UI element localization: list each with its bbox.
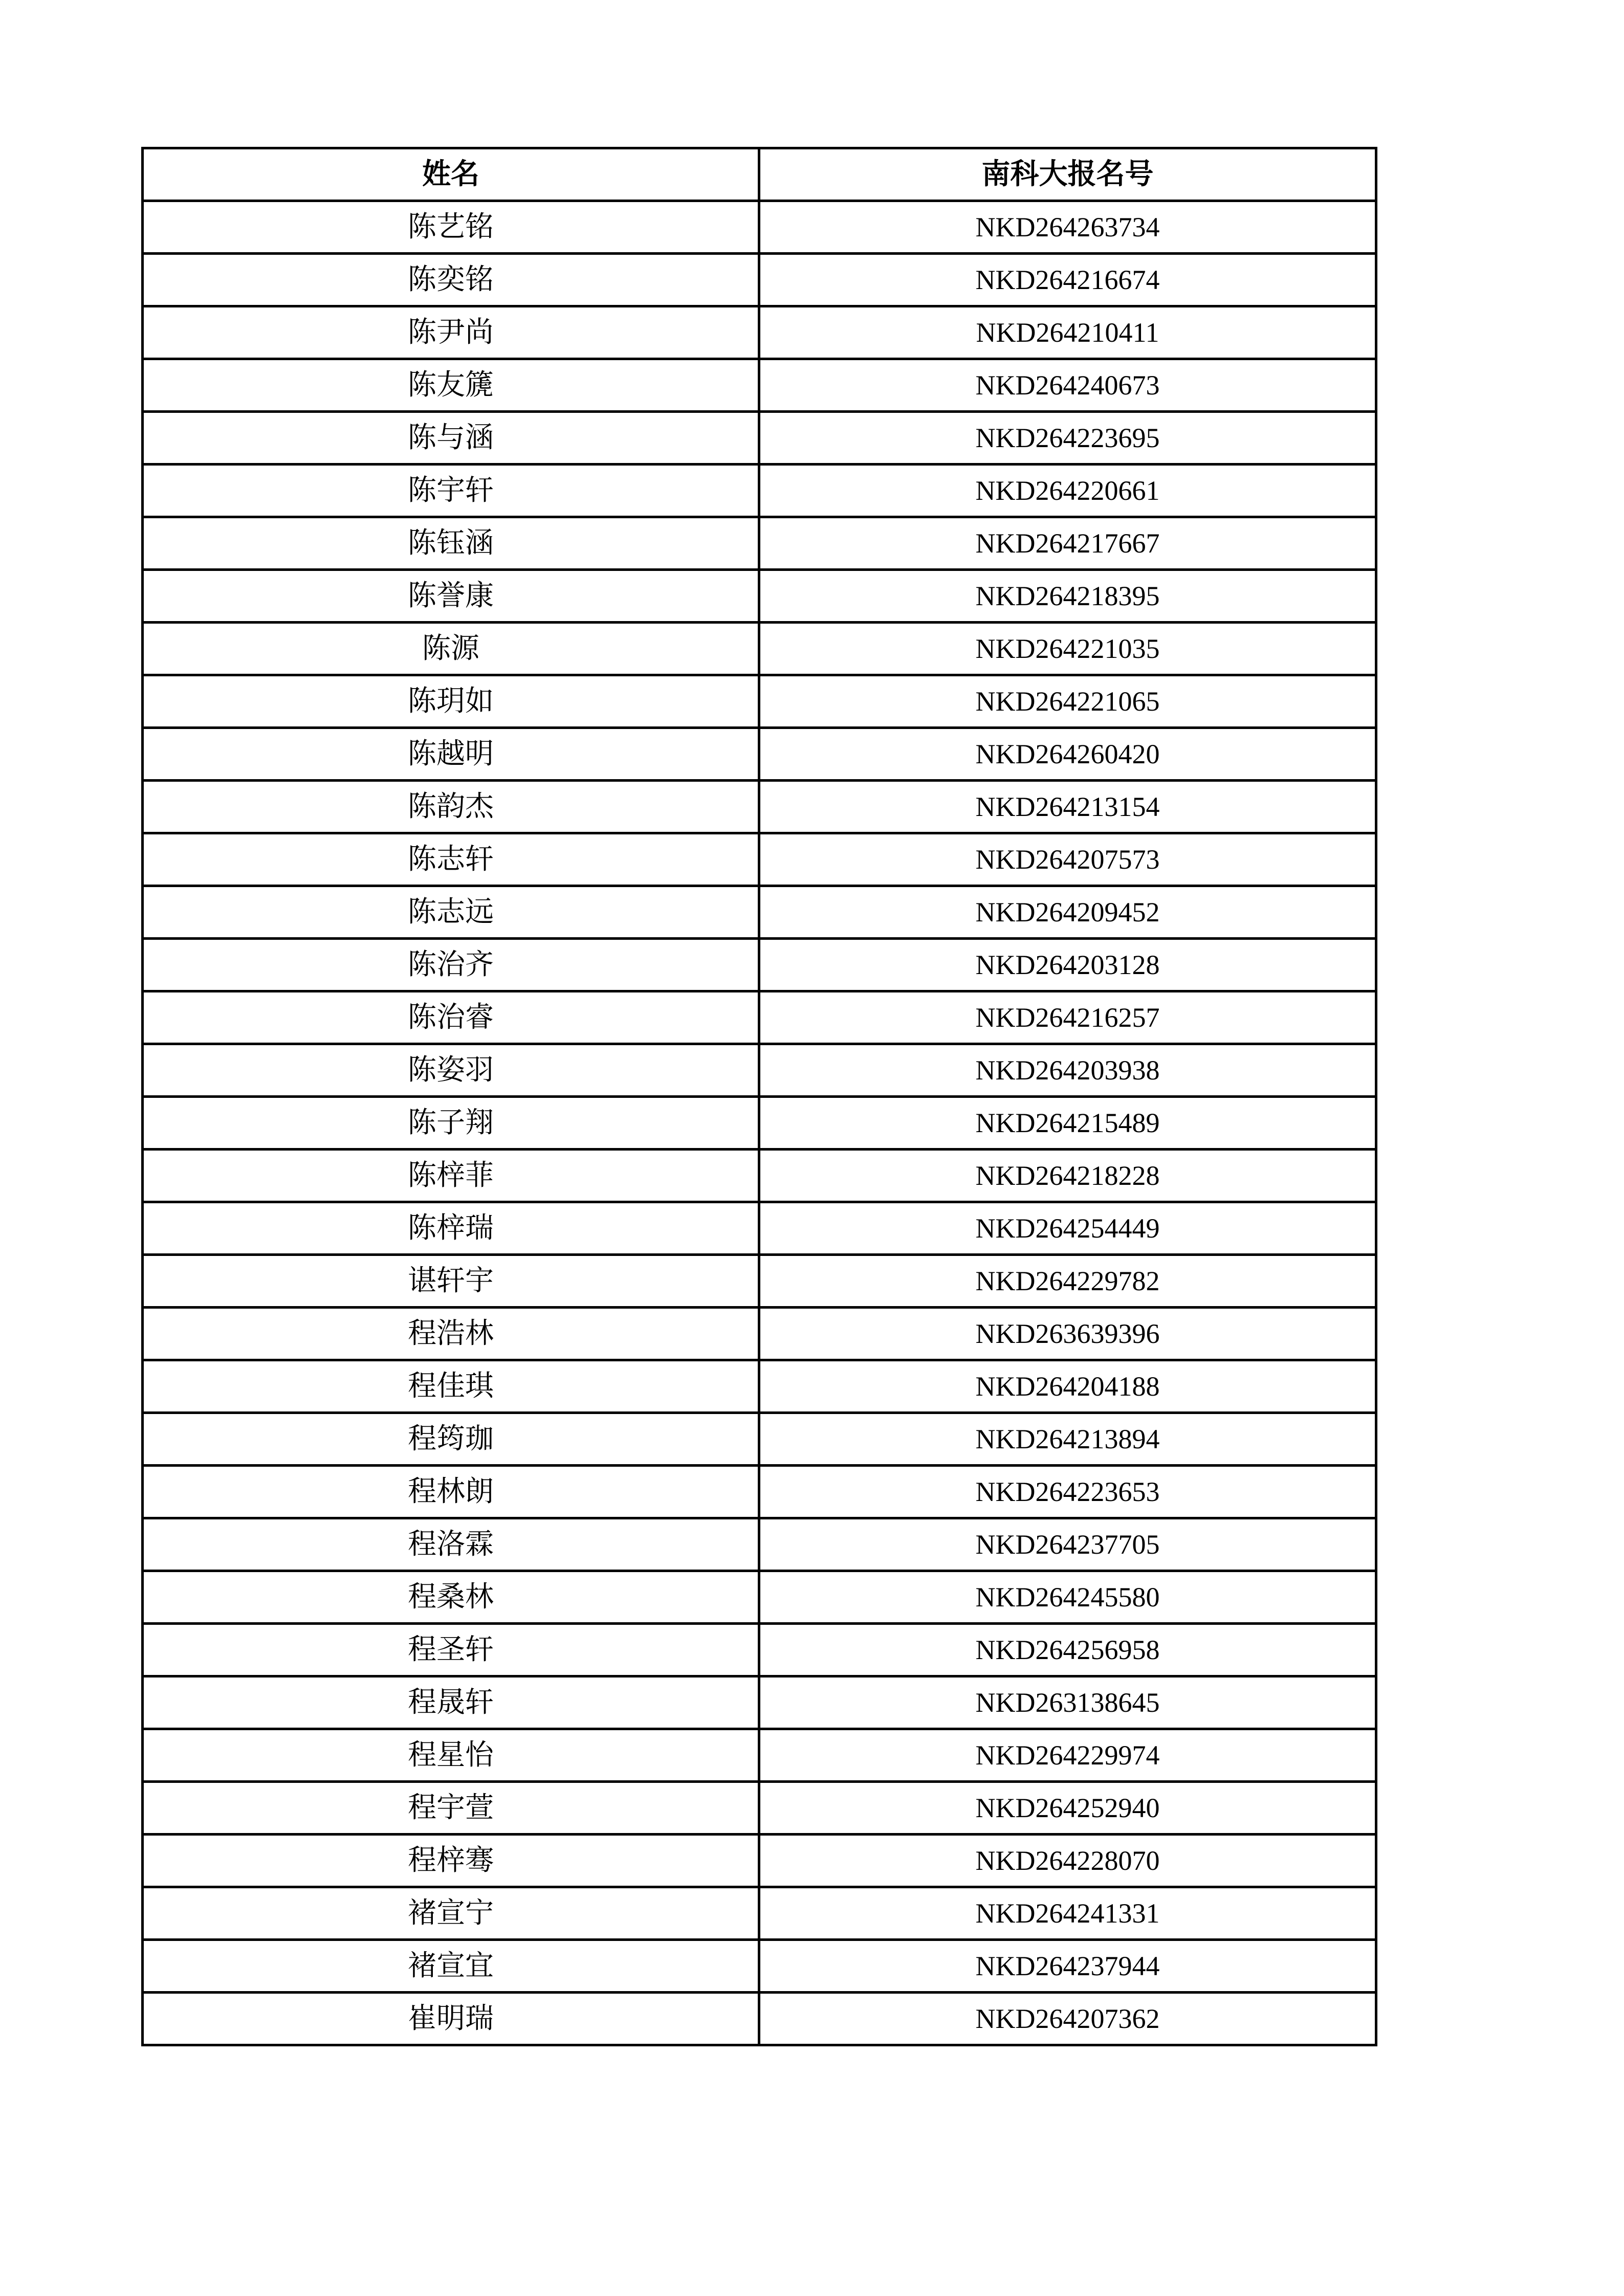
registration-number-cell: NKD264203938	[759, 1044, 1376, 1097]
registration-number-cell: NKD264237705	[759, 1518, 1376, 1571]
table-row	[143, 1676, 1376, 1729]
student-name-cell: 陈誉康	[143, 570, 759, 623]
student-name-cell: 陈梓菲	[143, 1150, 759, 1202]
table-body	[143, 201, 1376, 2045]
table-row	[143, 675, 1376, 728]
table-row	[143, 1466, 1376, 1518]
table-row	[143, 1518, 1376, 1571]
table-row	[143, 359, 1376, 412]
registration-number-cell: NKD264228070	[759, 1835, 1376, 1887]
table-row	[143, 1887, 1376, 1940]
registration-number-cell: NKD264207362	[759, 1993, 1376, 2045]
student-name-cell: 陈奕铭	[143, 254, 759, 306]
registration-number-cell: NKD264216674	[759, 254, 1376, 306]
student-name-cell: 陈治睿	[143, 991, 759, 1044]
table-row	[143, 1940, 1376, 1993]
student-name-cell: 陈宇轩	[143, 465, 759, 517]
registration-number-cell: NKD264240673	[759, 359, 1376, 412]
table-row	[143, 728, 1376, 781]
table-row	[143, 1255, 1376, 1308]
student-name-cell: 程筠珈	[143, 1413, 759, 1466]
student-name-cell: 陈志远	[143, 886, 759, 939]
registration-number-cell: NKD264210411	[759, 306, 1376, 359]
registration-number-cell: NKD264221035	[759, 623, 1376, 675]
registration-number-cell: NKD264204188	[759, 1360, 1376, 1413]
student-name-cell: 陈子翔	[143, 1097, 759, 1150]
student-name-cell: 陈与涵	[143, 412, 759, 465]
student-name-cell: 陈友篪	[143, 359, 759, 412]
student-name-cell: 陈梓瑞	[143, 1202, 759, 1255]
table-row	[143, 254, 1376, 306]
table-row	[143, 1993, 1376, 2045]
student-name-cell: 程林朗	[143, 1466, 759, 1518]
student-name-cell: 程浩林	[143, 1308, 759, 1360]
student-name-cell: 陈玥如	[143, 675, 759, 728]
student-name-cell: 程晟轩	[143, 1676, 759, 1729]
table-row	[143, 991, 1376, 1044]
registration-number-cell: NKD264254449	[759, 1202, 1376, 1255]
column-header-name: 姓名	[143, 148, 759, 201]
student-name-cell: 程洛霖	[143, 1518, 759, 1571]
registration-number-cell: NKD264241331	[759, 1887, 1376, 1940]
registration-number-cell: NKD264252940	[759, 1782, 1376, 1835]
registration-number-cell: NKD264217667	[759, 517, 1376, 570]
student-name-cell: 程梓骞	[143, 1835, 759, 1887]
student-name-cell: 陈姿羽	[143, 1044, 759, 1097]
registration-number-cell: NKD264229782	[759, 1255, 1376, 1308]
table-row	[143, 939, 1376, 991]
student-name-cell: 程星怡	[143, 1729, 759, 1782]
student-name-cell: 程圣轩	[143, 1624, 759, 1676]
student-name-cell: 陈艺铭	[143, 201, 759, 254]
table-row	[143, 1835, 1376, 1887]
registration-number-cell: NKD264207573	[759, 833, 1376, 886]
table-row	[143, 1202, 1376, 1255]
student-name-cell: 褚宣宜	[143, 1940, 759, 1993]
student-name-cell: 陈源	[143, 623, 759, 675]
registration-number-cell: NKD264237944	[759, 1940, 1376, 1993]
registration-number-cell: NKD264215489	[759, 1097, 1376, 1150]
table-row	[143, 1413, 1376, 1466]
table-row	[143, 306, 1376, 359]
registration-number-cell: NKD264213894	[759, 1413, 1376, 1466]
table-row	[143, 886, 1376, 939]
student-name-cell: 陈韵杰	[143, 781, 759, 833]
table-row	[143, 201, 1376, 254]
table-row	[143, 1360, 1376, 1413]
table-row	[143, 1097, 1376, 1150]
student-name-cell: 陈治齐	[143, 939, 759, 991]
registration-number-cell: NKD264260420	[759, 728, 1376, 781]
registration-number-cell: NKD264220661	[759, 465, 1376, 517]
student-name-cell: 程宇萱	[143, 1782, 759, 1835]
column-header-registration-number: 南科大报名号	[759, 148, 1376, 201]
registration-number-cell: NKD264218228	[759, 1150, 1376, 1202]
student-name-cell: 陈尹尚	[143, 306, 759, 359]
student-name-cell: 褚宣宁	[143, 1887, 759, 1940]
table-row	[143, 570, 1376, 623]
registration-number-cell: NKD264245580	[759, 1571, 1376, 1624]
student-name-cell: 陈志轩	[143, 833, 759, 886]
student-name-cell: 谌轩宇	[143, 1255, 759, 1308]
registration-number-cell: NKD264223653	[759, 1466, 1376, 1518]
registration-number-cell: NKD264216257	[759, 991, 1376, 1044]
registration-number-cell: NKD264229974	[759, 1729, 1376, 1782]
student-name-cell: 陈钰涵	[143, 517, 759, 570]
table-row	[143, 1782, 1376, 1835]
registration-table	[141, 147, 1377, 2046]
table-row	[143, 1729, 1376, 1782]
table-row	[143, 833, 1376, 886]
table-row	[143, 465, 1376, 517]
student-name-cell: 陈越明	[143, 728, 759, 781]
registration-number-cell: NKD264213154	[759, 781, 1376, 833]
registration-number-cell: NKD264221065	[759, 675, 1376, 728]
table-row	[143, 1571, 1376, 1624]
registration-number-cell: NKD263639396	[759, 1308, 1376, 1360]
table-row	[143, 1044, 1376, 1097]
table-header-row	[143, 148, 1376, 201]
registration-number-cell: NKD264209452	[759, 886, 1376, 939]
student-name-cell: 崔明瑞	[143, 1993, 759, 2045]
registration-number-cell: NKD263138645	[759, 1676, 1376, 1729]
table-row	[143, 781, 1376, 833]
table-row	[143, 517, 1376, 570]
student-name-cell: 程桑林	[143, 1571, 759, 1624]
student-name-cell: 程佳琪	[143, 1360, 759, 1413]
registration-number-cell: NKD264218395	[759, 570, 1376, 623]
table-row	[143, 412, 1376, 465]
table-row	[143, 1624, 1376, 1676]
table-row	[143, 1150, 1376, 1202]
table-row	[143, 623, 1376, 675]
table-row	[143, 1308, 1376, 1360]
registration-number-cell: NKD264223695	[759, 412, 1376, 465]
registration-number-cell: NKD264203128	[759, 939, 1376, 991]
registration-number-cell: NKD264263734	[759, 201, 1376, 254]
registration-number-cell: NKD264256958	[759, 1624, 1376, 1676]
